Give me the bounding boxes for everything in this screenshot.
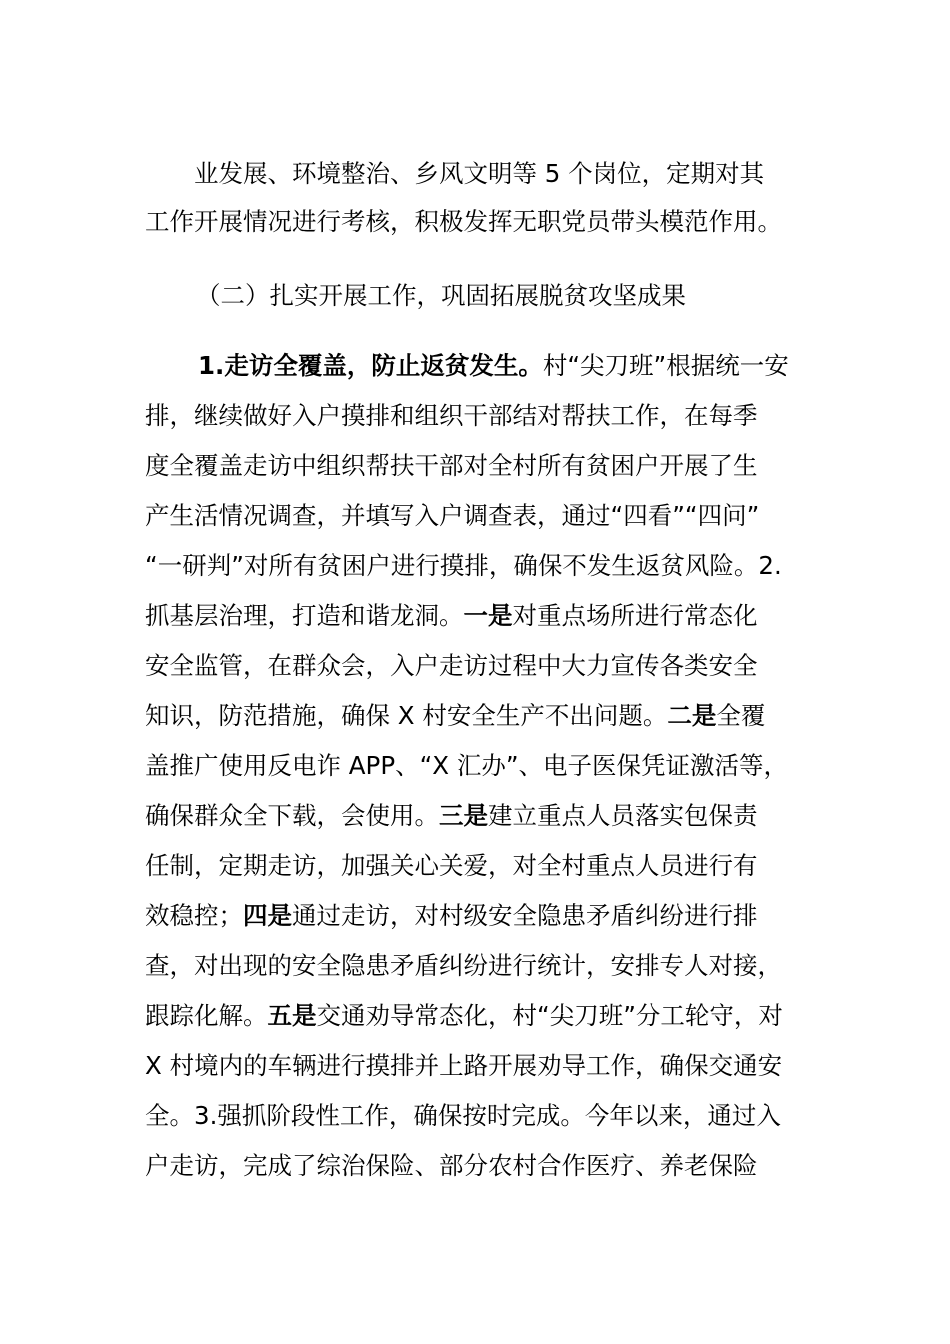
bold-marker: 四是: [243, 901, 292, 930]
body-text-line: [145, 596, 942, 636]
body-text: 效稳控；: [145, 901, 243, 930]
body-text-line: 安全监管，在群众会，入户走访过程中大力宣传各类安全: [145, 651, 758, 680]
body-text: 对重点场所进行常态化: [512, 601, 758, 630]
body-text-line: [145, 996, 942, 1036]
body-text-line: 盖推广使用反电诈 APP、“X 汇办”、电子医保凭证激活等，: [145, 751, 789, 780]
body-text: 建立重点人员落实包保责: [488, 801, 758, 830]
body-text: 村“尖刀班”根据统一安: [542, 351, 789, 380]
body-text: 交通劝导常态化，村“尖刀班”分工轮守，对: [316, 1001, 783, 1030]
body-text-line: 任制，定期走访，加强关心关爱，对全村重点人员进行有: [145, 851, 758, 880]
body-text-line: [145, 796, 942, 836]
section-heading: （二）扎实开展工作，巩固拓展脱贫攻坚成果: [196, 281, 686, 310]
bold-marker: 五是: [267, 1001, 317, 1030]
body-text: 跟踪化解。: [145, 1001, 268, 1030]
bold-marker: 二是: [667, 701, 717, 730]
bold-marker: 一是: [463, 601, 513, 630]
body-text-line: 业发展、环境整治、乡风文明等 5 个岗位，定期对其: [194, 159, 765, 188]
bold-marker: 三是: [439, 801, 488, 830]
body-text-line: [145, 696, 942, 736]
body-text: 知识，防范措施，确保 X 村安全生产不出问题。: [145, 701, 668, 730]
body-text-line: 工作开展情况进行考核，积极发挥无职党员带头模范作用。: [145, 207, 782, 236]
body-text-line: 产生活情况调查，并填写入户调查表，通过“四看”“四问”: [145, 501, 760, 530]
body-text-line: 全。3.强抓阶段性工作，确保按时完成。今年以来，通过入: [145, 1101, 781, 1130]
body-text: 抓基层治理，打造和谐龙洞。: [145, 601, 464, 630]
body-text-line: 度全覆盖走访中组织帮扶干部对全村所有贫困户开展了生: [145, 451, 758, 480]
body-text-line: [198, 346, 942, 386]
body-text-line: “一研判”对所有贫困户进行摸排，确保不发生返贫风险。2.: [145, 551, 782, 580]
body-text: 全覆: [716, 701, 766, 730]
body-text-line: 查，对出现的安全隐患矛盾纠纷进行统计，安排专人对接，: [145, 951, 782, 980]
subsection-heading: 1.走访全覆盖，防止返贫发生。: [198, 351, 543, 380]
body-text-line: 排，继续做好入户摸排和组织干部结对帮扶工作，在每季: [145, 401, 758, 430]
body-text-line: [145, 896, 942, 936]
body-text: 确保群众全下载，会使用。: [145, 801, 439, 830]
body-text-line: 户走访，完成了综治保险、部分农村合作医疗、养老保险: [145, 1151, 758, 1180]
body-text-line: X 村境内的车辆进行摸排并上路开展劝导工作，确保交通安: [145, 1051, 783, 1080]
body-text: 通过走访，对村级安全隐患矛盾纠纷进行排: [292, 901, 758, 930]
